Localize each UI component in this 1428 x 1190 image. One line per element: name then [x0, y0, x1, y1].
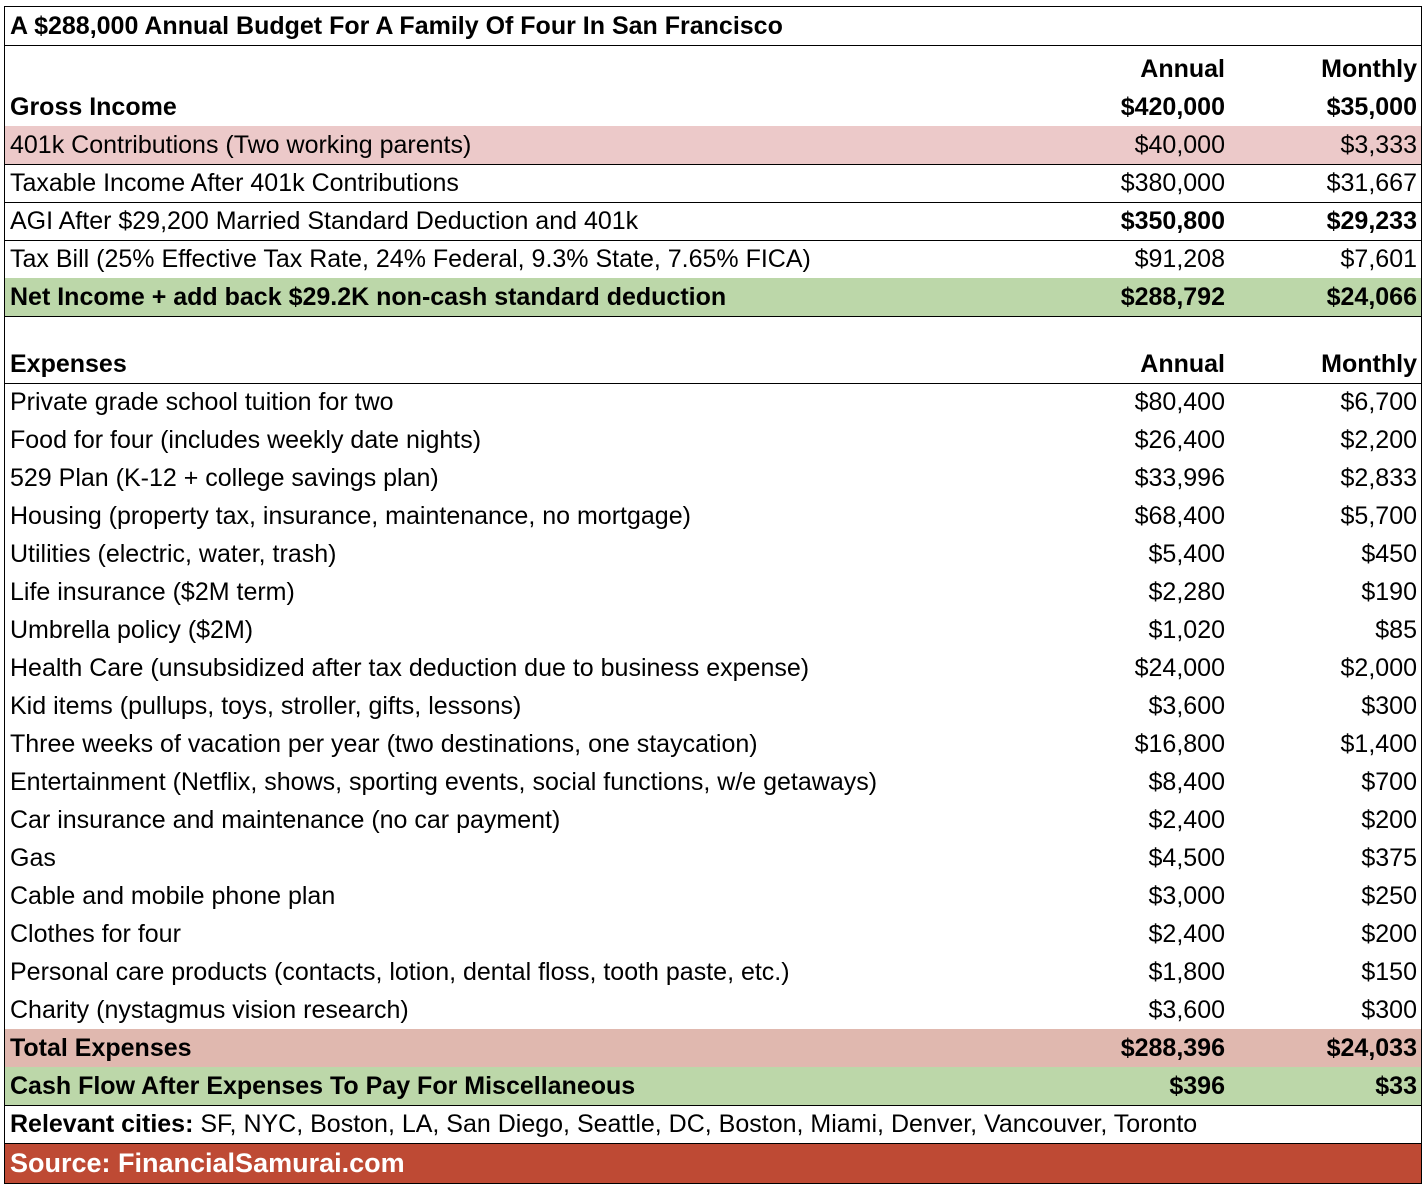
- net-income-row: [5, 278, 1421, 317]
- expense-row: [5, 535, 1421, 573]
- row-annual: $3,600: [1148, 996, 1225, 1024]
- row-monthly: $200: [1361, 920, 1417, 948]
- row-monthly: $6,700: [1340, 388, 1417, 416]
- row-monthly: $250: [1361, 882, 1417, 910]
- income-row-taxable: [5, 164, 1421, 203]
- row-label: Food for four (includes weekly date nights): [10, 426, 482, 454]
- row-label: Health Care (unsubsidized after tax deduction due to business expense): [10, 654, 810, 682]
- row-label: Three weeks of vacation per year (two destinations, one staycation): [10, 730, 758, 758]
- income-annual-header: Annual: [1140, 55, 1225, 83]
- row-label: Car insurance and maintenance (no car payment): [10, 806, 561, 834]
- row-monthly: $7,601: [1340, 245, 1417, 273]
- row-monthly: $2,833: [1340, 464, 1417, 492]
- row-annual: $2,400: [1148, 806, 1225, 834]
- expense-row: [5, 839, 1421, 877]
- income-monthly-header: Monthly: [1321, 55, 1417, 83]
- relevant-cities-label: Relevant cities:: [10, 1110, 194, 1138]
- row-label: Taxable Income After 401k Contributions: [10, 169, 459, 197]
- row-monthly: $3,333: [1340, 131, 1417, 159]
- source-label: Source: FinancialSamurai.com: [10, 1148, 405, 1178]
- row-label: 529 Plan (K-12 + college savings plan): [10, 464, 439, 492]
- row-monthly: $300: [1361, 996, 1417, 1024]
- row-label: Cable and mobile phone plan: [10, 882, 336, 910]
- row-annual: $16,800: [1134, 730, 1225, 758]
- row-annual: $40,000: [1134, 131, 1225, 159]
- expenses-header-label: Expenses: [10, 350, 127, 378]
- relevant-cities-list: SF, NYC, Boston, LA, San Diego, Seattle, DC, Boston, Miami, Denver, Vancouver, Toronto: [200, 1110, 1198, 1138]
- row-annual: $80,400: [1134, 388, 1225, 416]
- row-monthly: $2,200: [1340, 426, 1417, 454]
- expenses-monthly-header: Monthly: [1321, 350, 1417, 378]
- row-monthly: $85: [1375, 616, 1417, 644]
- row-annual: $2,280: [1148, 578, 1225, 606]
- row-annual: $68,400: [1134, 502, 1225, 530]
- budget-table: [4, 6, 1422, 1184]
- income-row-401k: [5, 126, 1421, 165]
- net-income-monthly: $24,066: [1326, 283, 1417, 311]
- expense-row: [5, 877, 1421, 915]
- row-annual: $1,800: [1148, 958, 1225, 986]
- total-expenses-annual: $288,396: [1120, 1034, 1225, 1062]
- expenses-header-row: [5, 345, 1421, 384]
- row-annual: $33,996: [1134, 464, 1225, 492]
- net-income-annual: $288,792: [1120, 283, 1225, 311]
- row-label: Utilities (electric, water, trash): [10, 540, 337, 568]
- row-label: Gas: [10, 844, 56, 872]
- row-label: Private grade school tuition for two: [10, 388, 394, 416]
- row-annual: $380,000: [1120, 169, 1225, 197]
- expense-row: [5, 611, 1421, 649]
- row-monthly: $375: [1361, 844, 1417, 872]
- row-label: Entertainment (Netflix, shows, sporting events, social functions, w/e getaways): [10, 768, 878, 796]
- cash-flow-label: Cash Flow After Expenses To Pay For Miscellaneous: [10, 1072, 636, 1100]
- expense-row: [5, 953, 1421, 991]
- row-annual: $3,600: [1148, 692, 1225, 720]
- gross-income-row: [5, 88, 1421, 127]
- row-monthly: $31,667: [1326, 169, 1417, 197]
- expense-row: [5, 383, 1421, 421]
- table-title-row: [5, 7, 1421, 46]
- row-annual: $91,208: [1134, 245, 1225, 273]
- income-row-agi: [5, 202, 1421, 241]
- row-monthly: $200: [1361, 806, 1417, 834]
- expense-row: [5, 915, 1421, 953]
- row-monthly: $450: [1361, 540, 1417, 568]
- expense-row: [5, 687, 1421, 725]
- expenses-annual-header: Annual: [1140, 350, 1225, 378]
- cash-flow-annual: $396: [1169, 1072, 1225, 1100]
- row-annual: $5,400: [1148, 540, 1225, 568]
- row-label: Kid items (pullups, toys, stroller, gifts, lessons): [10, 692, 522, 720]
- expense-row: [5, 573, 1421, 611]
- row-annual: $8,400: [1148, 768, 1225, 796]
- expense-row: [5, 649, 1421, 687]
- gross-income-label: Gross Income: [10, 93, 177, 121]
- expense-row: [5, 801, 1421, 839]
- source-row: [5, 1144, 1421, 1183]
- expense-row: [5, 991, 1421, 1029]
- row-monthly: $1,400: [1340, 730, 1417, 758]
- row-label: Tax Bill (25% Effective Tax Rate, 24% Federal, 9.3% State, 7.65% FICA): [10, 245, 811, 273]
- row-annual: $26,400: [1134, 426, 1225, 454]
- row-monthly: $5,700: [1340, 502, 1417, 530]
- relevant-cities: [10, 1105, 1197, 1143]
- row-annual: $1,020: [1148, 616, 1225, 644]
- row-monthly: $190: [1361, 578, 1417, 606]
- row-monthly: $2,000: [1340, 654, 1417, 682]
- row-label: Personal care products (contacts, lotion, dental floss, tooth paste, etc.): [10, 958, 790, 986]
- expense-row: [5, 459, 1421, 497]
- gross-income-annual: $420,000: [1120, 93, 1225, 121]
- expense-row: [5, 497, 1421, 535]
- net-income-label: Net Income + add back $29.2K non-cash standard deduction: [10, 283, 727, 311]
- total-expenses-row: [5, 1029, 1421, 1067]
- row-annual: $350,800: [1120, 207, 1225, 235]
- total-expenses-monthly: $24,033: [1326, 1034, 1417, 1062]
- cash-flow-row: [5, 1067, 1421, 1106]
- total-expenses-label: Total Expenses: [10, 1034, 192, 1062]
- relevant-cities-row: [5, 1105, 1421, 1144]
- row-monthly: $700: [1361, 768, 1417, 796]
- expense-row: [5, 763, 1421, 801]
- row-label: AGI After $29,200 Married Standard Deduction and 401k: [10, 207, 639, 235]
- row-annual: $4,500: [1148, 844, 1225, 872]
- income-column-header-row: [5, 50, 1421, 88]
- table-title: A $288,000 Annual Budget For A Family Of Four In San Francisco: [10, 12, 783, 40]
- gross-income-monthly: $35,000: [1326, 93, 1417, 121]
- row-annual: $2,400: [1148, 920, 1225, 948]
- expense-row: [5, 421, 1421, 459]
- row-label: Charity (nystagmus vision research): [10, 996, 409, 1024]
- row-label: Umbrella policy ($2M): [10, 616, 254, 644]
- row-monthly: $29,233: [1326, 207, 1417, 235]
- row-annual: $3,000: [1148, 882, 1225, 910]
- expense-row: [5, 725, 1421, 763]
- row-label: Clothes for four: [10, 920, 181, 948]
- row-monthly: $300: [1361, 692, 1417, 720]
- income-row-tax-bill: [5, 240, 1421, 279]
- row-monthly: $150: [1361, 958, 1417, 986]
- row-label: Life insurance ($2M term): [10, 578, 295, 606]
- row-label: Housing (property tax, insurance, maintenance, no mortgage): [10, 502, 691, 530]
- row-label: 401k Contributions (Two working parents): [10, 131, 472, 159]
- cash-flow-monthly: $33: [1375, 1072, 1417, 1100]
- row-annual: $24,000: [1134, 654, 1225, 682]
